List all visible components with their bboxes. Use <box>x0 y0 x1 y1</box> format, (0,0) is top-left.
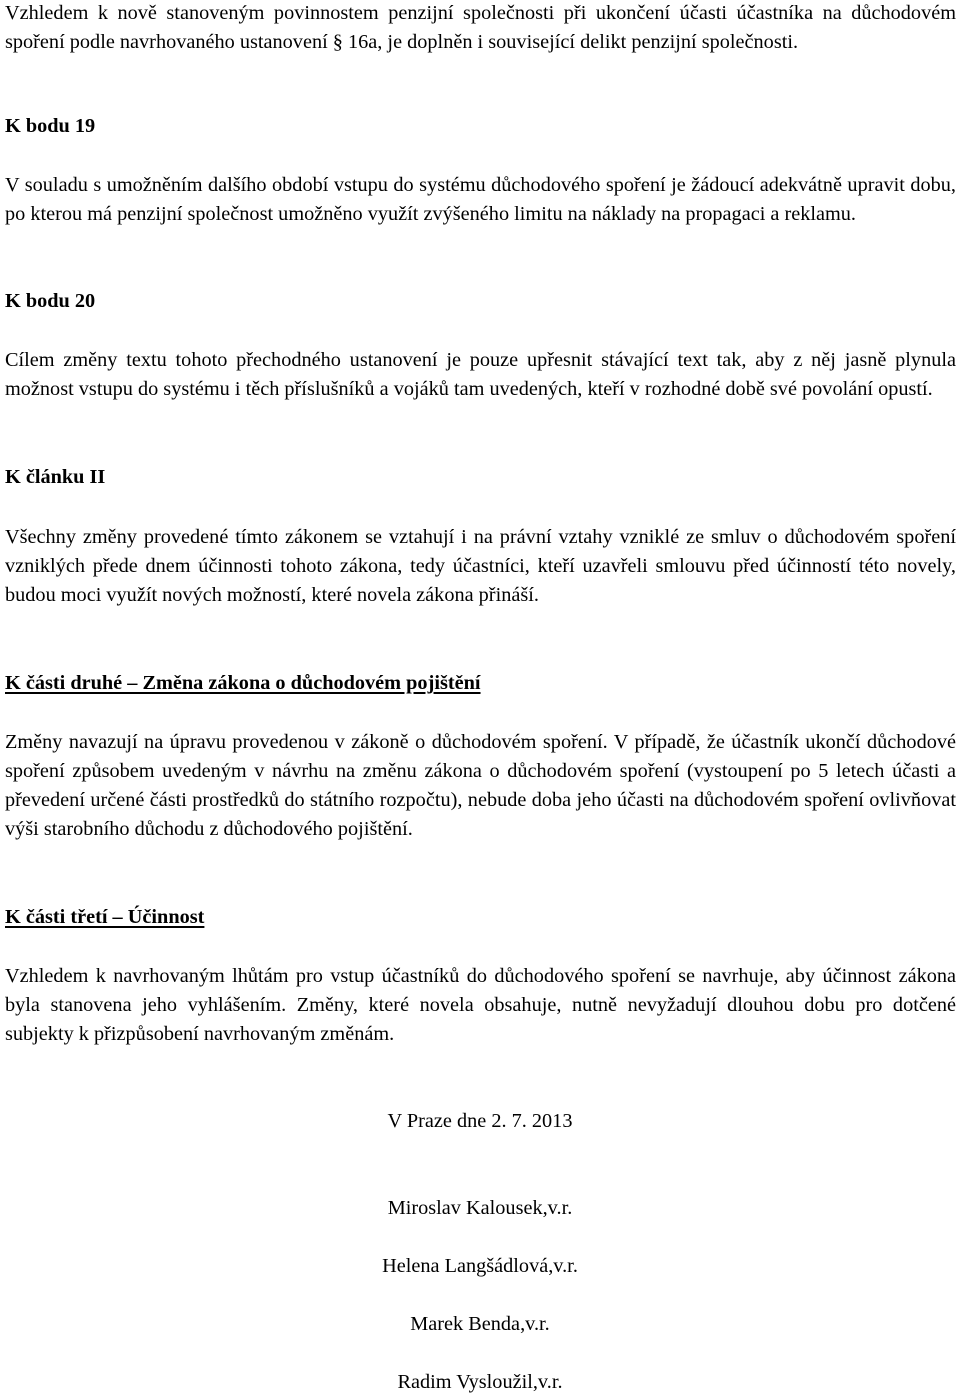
section-heading-cast-treti: K části třetí – Účinnost <box>5 906 205 928</box>
section-text-cast-treti: Vzhledem k navrhovaným lhůtám pro vstup účastníků do důchodového spoření se navrhuje, aby účinnost zákona byla stanovena jeho vyhlášením. Změny, které novela obsahuje, nutně nevyžadují dlouhou dobu pro dotčené subjekty k přizpůsobení navrhovaným změnám. <box>5 965 956 1045</box>
section-text-bod-19: V souladu s umožněním dalšího období vstupu do systému důchodového spoření je žádoucí adekvátně upravit dobu, po kterou má penzijní společnost umožněno využít zvýšeného limitu na náklady na propagaci a reklamu. <box>5 174 956 225</box>
section-heading-bod-20: K bodu 20 <box>5 290 96 312</box>
section-heading-bod-19: K bodu 19 <box>5 115 96 137</box>
signatory-1: Miroslav Kalousek,v.r. <box>387 1197 573 1219</box>
section-text-clanek-ii: Všechny změny provedené tímto zákonem se vztahují i na právní vztahy vzniklé ze smluv o důchodovém spoření vzniklých přede dnem účinnosti tohoto zákona, tedy účastníci, kteří uzavřeli smlouvu před účinností této novely, budou moci využít nových možností, které novela zákona přináší. <box>5 526 956 606</box>
signatory-3: Marek Benda,v.r. <box>410 1313 550 1335</box>
intro-paragraph: Vzhledem k nově stanoveným povinnostem penzijní společnosti při ukončení účasti účastníka na důchodovém spoření podle navrhovaného ustanovení § 16a, je doplněn i související delikt penzijní společnosti. <box>5 2 956 53</box>
section-text-bod-20: Cílem změny textu tohoto přechodného ustanovení je pouze upřesnit stávající text tak, aby z něj jasně plynula možnost vstupu do systému i těch příslušníků a vojáků tam uvedených, kteří v rozhodné době své povolání opustí. <box>5 349 956 400</box>
signatory-4: Radim Vysloužil,v.r. <box>397 1371 563 1393</box>
place-date: V Praze dne 2. 7. 2013 <box>387 1110 573 1132</box>
section-text-cast-druha: Změny navazují na úpravu provedenou v zákoně o důchodovém spoření. V případě, že účastník ukončí důchodové spoření způsobem uvedeným v návrhu na změnu zákona o důchodovém spoření (vystoupení po 5 letech účasti a převedení určené části prostředků do státního rozpočtu), nebude doba jeho účasti na důchodovém spoření ovlivňovat výši starobního důchodu z důchodového pojištění. <box>5 731 956 840</box>
section-heading-cast-druha: K části druhé – Změna zákona o důchodovém pojištění <box>5 672 481 694</box>
signatory-2: Helena Langšádlová,v.r. <box>382 1255 578 1277</box>
section-heading-clanek-ii: K článku II <box>5 466 106 488</box>
